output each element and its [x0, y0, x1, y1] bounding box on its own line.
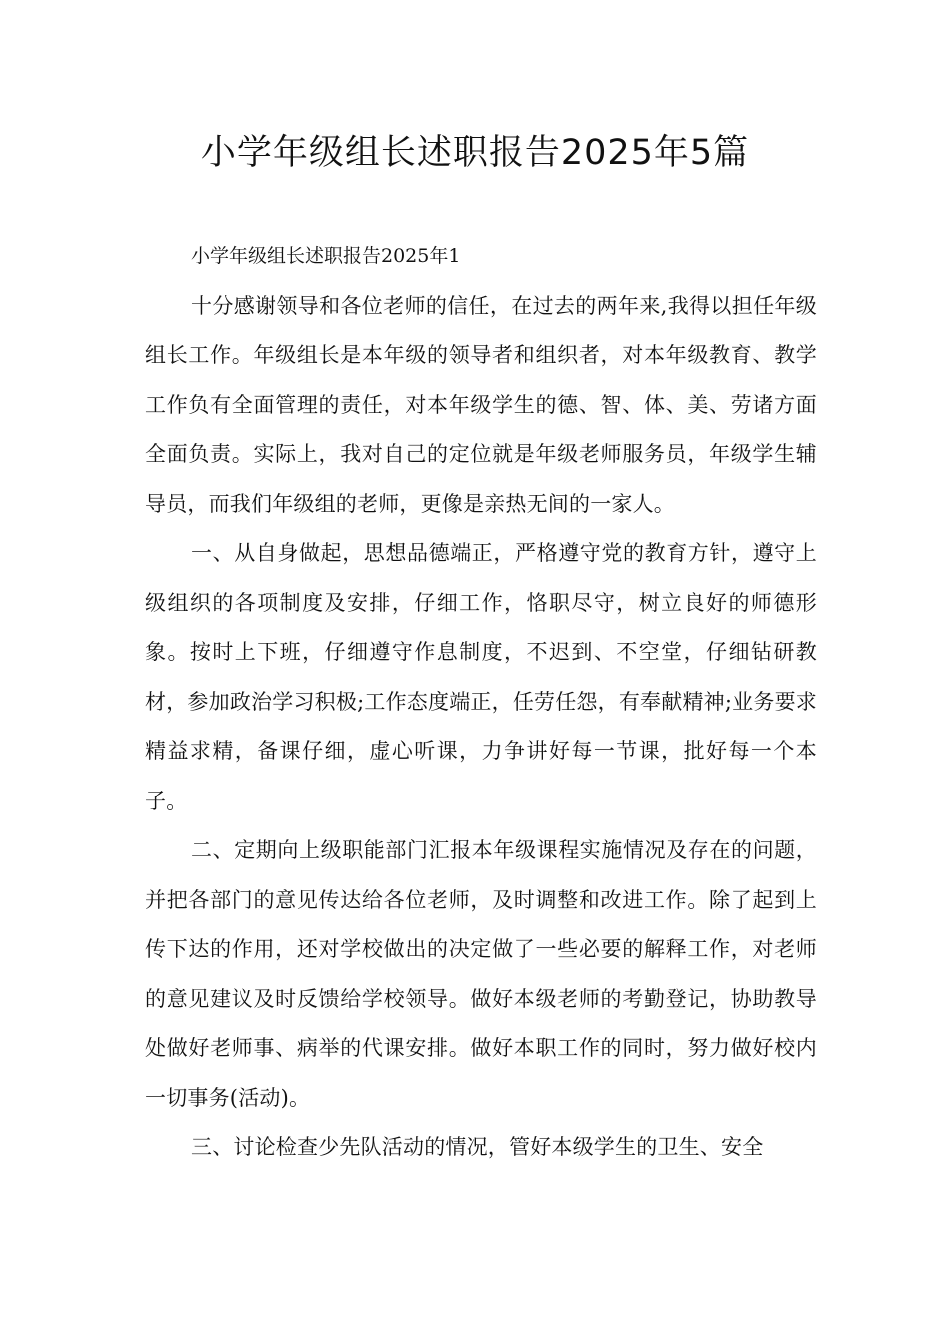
document-body: [145, 232, 817, 1173]
paragraph-point-one: 一、从自身做起，思想品德端正，严格遵守党的教育方针，遵守上级组织的各项制度及安排，仔细工作，恪职尽守，树立良好的师德形象。按时上下班，仔细遵守作息制度，不迟到、不空堂，仔细钻研教材，参加政治学习积极;工作态度端正，任劳任怨，有奉献精神;业务要求精益求精，备课仔细，虚心听课，力争讲好每一节课，批好每一个本子。: [145, 541, 817, 813]
document-title: 小学年级组长述职报告2025年5篇: [200, 133, 750, 173]
paragraph-point-three: 三、讨论检查少先队活动的情况，管好本级学生的卫生、安全: [191, 1135, 764, 1159]
paragraph-intro: 十分感谢领导和各位老师的信任，在过去的两年来,我得以担任年级组长工作。年级组长是本年级的领导者和组织者，对本年级教育、教学工作负有全面管理的责任，对本年级学生的德、智、体、美、劳诸方面全面负责。实际上，我对自己的定位就是年级老师服务员，年级学生辅导员，而我们年级组的老师，更像是亲热无间的一家人。: [145, 293, 817, 516]
paragraph-point-two: 二、定期向上级职能部门汇报本年级课程实施情况及存在的问题，并把各部门的意见传达给各位老师，及时调整和改进工作。除了起到上传下达的作用，还对学校做出的决定做了一些必要的解释工作，对老师的意见建议及时反馈给学校领导。做好本级老师的考勤登记，协助教导处做好老师事、病举的代课安排。做好本职工作的同时，努力做好校内一切事务(活动)。: [145, 838, 817, 1110]
section-heading: 小学年级组长述职报告2025年1: [191, 245, 461, 267]
